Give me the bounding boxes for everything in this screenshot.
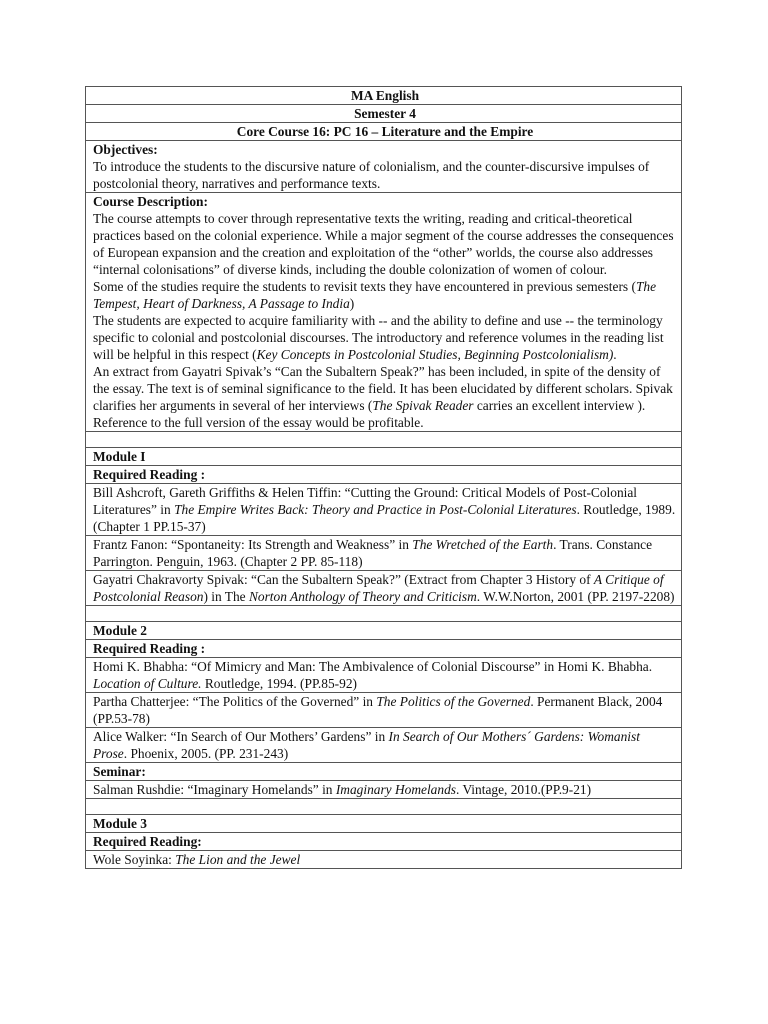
objectives-text: To introduce the students to the discursive nature of colonialism, and the counter-discursive impulses of postcolonial theory, narratives and performance texts. [93, 159, 650, 191]
description-paragraph-4 [93, 363, 677, 431]
text-run: Bill Ashcroft, Gareth Griffiths & Helen Tiffin: “Cutting the Ground: Critical Models of Post-Colonial Literatures” in [93, 485, 638, 517]
module-2-seminar-1 [86, 781, 682, 799]
italic-title: The Empire Writes Back: Theory and Practice in Post-Colonial Literatures [174, 502, 577, 517]
module-1-reading-2 [86, 536, 682, 571]
module-1-reading-1 [86, 484, 682, 536]
italic-title: Imaginary Homelands [335, 782, 456, 797]
module-2-seminar-heading: Seminar: [86, 763, 682, 781]
italic-title: Location of Culture. [93, 676, 202, 691]
italic-title: Norton Anthology of Theory and Criticism [248, 589, 477, 604]
description-cell [86, 193, 682, 432]
description-paragraph-3 [93, 312, 677, 363]
text-run: . Phoenix, 2005. (PP. 231-243) [123, 746, 289, 761]
text-run: ) [349, 296, 355, 311]
text-run: An extract from Gayatri Spivak’s “Can the Subaltern Speak?” has been included, in spite of the density of the essay. The text is of seminal significance to the field. It has been elucidated by different scholars. Spivak clarifies her arguments in several of her interviews ( [93, 364, 673, 413]
module-2-reading-2 [86, 693, 682, 728]
text-run: Alice Walker: “In Search of Our Mothers’ Gardens” in [93, 729, 389, 744]
italic-title: Key Concepts in Postcolonial Studies, Beginning Postcolonialism) [256, 347, 614, 362]
objectives-heading: Objectives: [93, 142, 158, 157]
text-run: . Routledge, 1989. (Chapter 1 PP.15-37) [93, 502, 676, 534]
syllabus-table [85, 86, 682, 869]
italic-title: The Tempest, Heart of Darkness, A Passage to India [93, 279, 657, 311]
module-1-reading-3 [86, 571, 682, 606]
text-run: Homi K. Bhabha: “Of Mimicry and Man: The Ambivalence of Colonial Discourse” in Homi K. Bhabha. [93, 659, 653, 674]
italic-title: The Spivak Reader [372, 398, 474, 413]
text-run: . Permanent Black, 2004 (PP.53-78) [93, 694, 663, 726]
text-run: Routledge, 1994. (PP.85-92) [201, 676, 357, 691]
objectives-cell [86, 141, 682, 193]
module-2-reading-heading: Required Reading : [86, 640, 682, 658]
description-paragraph-2 [93, 278, 677, 312]
text-run: Salman Rushdie: “Imaginary Homelands” in [93, 782, 336, 797]
spacer-row [86, 799, 682, 815]
text-run: . [613, 347, 617, 362]
description-paragraph-1: The course attempts to cover through representative texts the writing, reading and critical-theoretical practices based on the colonial experience. While a major segment of the course addresses the consequences of European expansion and the creation and exploitation of the “other” worlds, the course also addresses “internal colonisations” of diverse kinds, including the double colonization of women of colour. [93, 211, 674, 277]
italic-title: The Wretched of the Earth [412, 537, 554, 552]
italic-title: In Search of Our Mothers´ Gardens: Womanist Prose [93, 729, 640, 761]
module-1-reading-heading: Required Reading : [86, 466, 682, 484]
italic-title: The Politics of the Governed [376, 694, 531, 709]
module-2-title: Module 2 [86, 622, 682, 640]
text-run: . Vintage, 2010.(PP.9-21) [455, 782, 592, 797]
description-heading: Course Description: [93, 194, 208, 209]
module-2-reading-1 [86, 658, 682, 693]
semester-label: Semester 4 [86, 105, 682, 123]
module-3-reading-heading: Required Reading: [86, 833, 682, 851]
text-run: . Trans. Constance Parrington. Penguin, 1963. (Chapter 2 PP. 85-118) [93, 537, 653, 569]
text-run: Wole Soyinka: [93, 852, 176, 867]
text-run: Partha Chatterjee: “The Politics of the Governed” in [93, 694, 377, 709]
module-1-title: Module I [86, 448, 682, 466]
text-run: The students are expected to acquire familiarity with -- and the ability to define and use -- the terminology specific to colonial and postcolonial discourses. The introductory and reference volumes in the reading list will be helpful in this respect ( [93, 313, 664, 362]
text-run: Frantz Fanon: “Spontaneity: Its Strength and Weakness” in [93, 537, 413, 552]
italic-title: The Lion and the Jewel [175, 852, 301, 867]
program-title: MA English [86, 87, 682, 105]
spacer-row [86, 432, 682, 448]
text-run: Some of the studies require the students to revisit texts they have encountered in previous semesters ( [93, 279, 636, 294]
text-run: ) in The [203, 589, 249, 604]
text-run: carries an excellent interview ). Reference to the full version of the essay would be profitable. [93, 398, 646, 430]
spacer-row [86, 606, 682, 622]
module-3-reading-1 [86, 851, 682, 869]
course-title: Core Course 16: PC 16 – Literature and the Empire [86, 123, 682, 141]
text-run: Gayatri Chakravorty Spivak: “Can the Subaltern Speak?” (Extract from Chapter 3 History of [93, 572, 594, 587]
italic-title: A Critique of Postcolonial Reason [93, 572, 664, 604]
module-3-title: Module 3 [86, 815, 682, 833]
module-2-reading-3 [86, 728, 682, 763]
text-run: . W.W.Norton, 2001 (PP. 2197-2208) [476, 589, 675, 604]
